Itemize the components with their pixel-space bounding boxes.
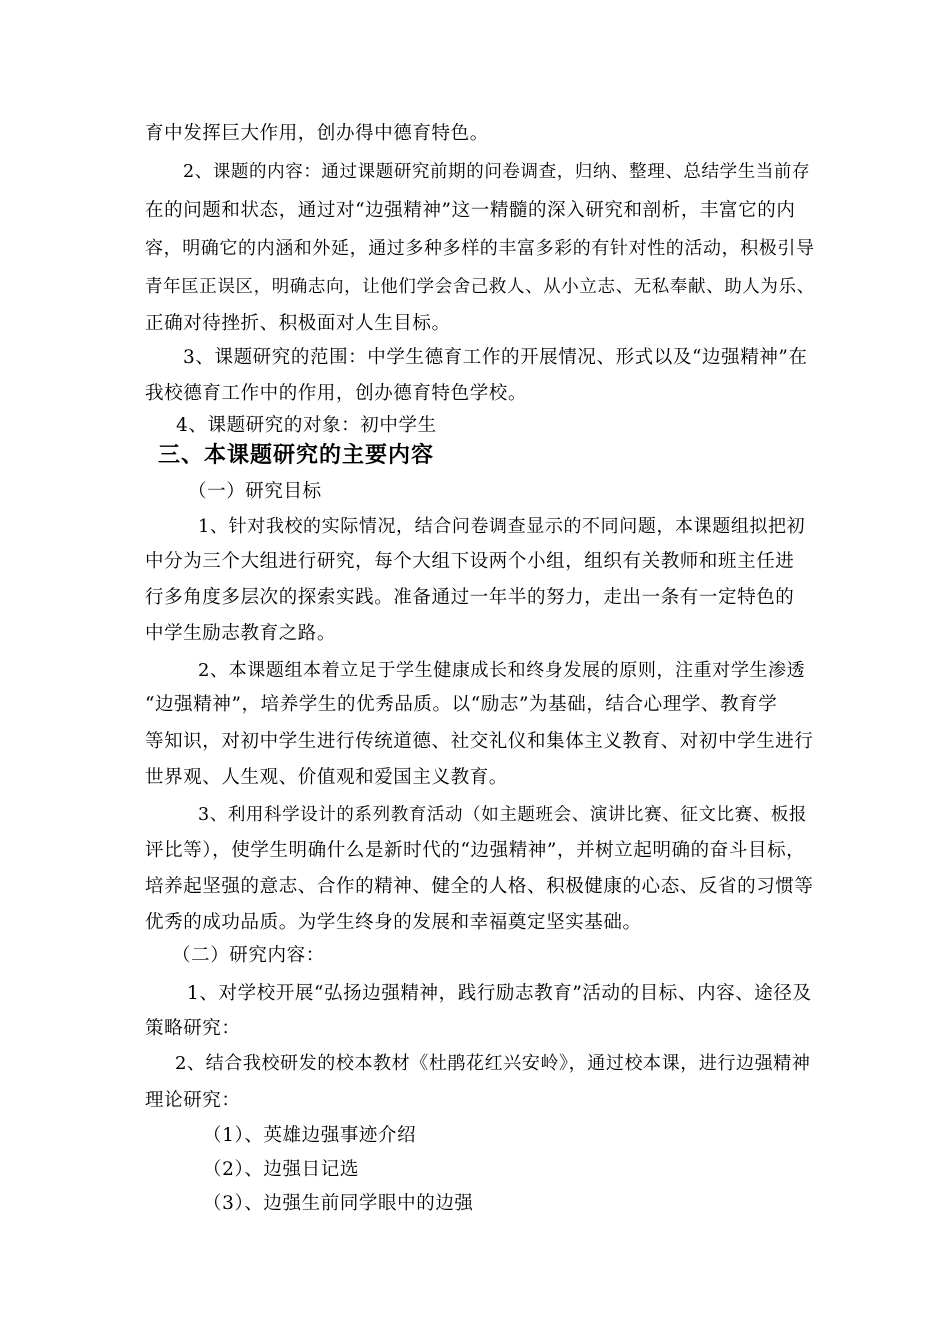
list-item: （3）、边强生前同学眼中的边强 [203,1193,474,1214]
text-line: 策略研究： [145,1018,241,1039]
list-item: （2）、边强日记选 [203,1159,359,1180]
subsection-heading: （一）研究目标 [188,481,322,502]
text-line: 优秀的成功品质。为学生终身的发展和幸福奠定坚实基础。 [145,912,642,933]
text-line: 1、对学校开展“弘扬边强精神，践行励志教育”活动的目标、内容、途径及 [187,983,812,1004]
text-line: 育中发挥巨大作用，创办得中德育特色。 [145,123,489,144]
section-heading: 三、本课题研究的主要内容 [158,443,435,468]
text-line: 2、本课题组本着立足于学生健康成长和终身发展的原则，注重对学生渗透 [198,660,806,681]
text-line: 在的问题和状态，通过对“边强精神”这一精髓的深入研究和剖析，丰富它的内 [145,200,796,221]
text-line: 中分为三个大组进行研究，每个大组下设两个小组，组织有关教师和班主任进 [145,551,795,572]
list-item: （1）、英雄边强事迹介绍 [203,1125,417,1146]
text-line: 正确对待挫折、积极面对人生目标。 [145,313,451,334]
text-line: 4、课题研究的对象：初中学生 [176,415,437,436]
subsection-heading: （二）研究内容： [172,945,325,966]
text-line: 行多角度多层次的探索实践。准备通过一年半的努力，走出一条有一定特色的 [145,587,795,608]
text-line: 培养起坚强的意志、合作的精神、健全的人格、积极健康的心态、反省的习惯等 [145,876,814,897]
text-line: 3、利用科学设计的系列教育活动（如主题班会、演讲比赛、征文比赛、板报 [198,805,808,825]
text-line: 中学生励志教育之路。 [145,623,337,644]
text-line: 理论研究： [145,1090,241,1111]
text-line: 3、课题研究的范围：中学生德育工作的开展情况、形式以及“边强精神”在 [183,347,808,368]
text-line: 青年匡正误区，明确志向，让他们学会舍己救人、从小立志、无私奉献、助人为乐、 [145,277,815,297]
text-line: 2、课题的内容：通过课题研究前期的问卷调查，归纳、整理、总结学生当前存 [183,162,811,182]
text-line: 我校德育工作中的作用，创办德育特色学校。 [145,383,528,404]
text-line: 2、结合我校研发的校本教材《杜鹃花红兴安岭》，通过校本课，进行边强精神 [175,1053,811,1074]
text-line: 世界观、人生观、价值观和爱国主义教育。 [145,767,508,788]
text-line: 评比等），使学生明确什么是新时代的“边强精神”，并树立起明确的奋斗目标， [145,840,806,861]
text-line: “边强精神”，培养学生的优秀品质。以“励志”为基础，结合心理学、教育学 [145,694,778,715]
text-line: 1、针对我校的实际情况，结合问卷调查显示的不同问题，本课题组拟把初 [198,516,806,537]
text-line: 等知识，对初中学生进行传统道德、社交礼仪和集体主义教育、对初中学生进行 [145,731,814,752]
text-line: 容，明确它的内涵和外延，通过多种多样的丰富多彩的有针对性的活动，积极引导 [145,238,815,259]
